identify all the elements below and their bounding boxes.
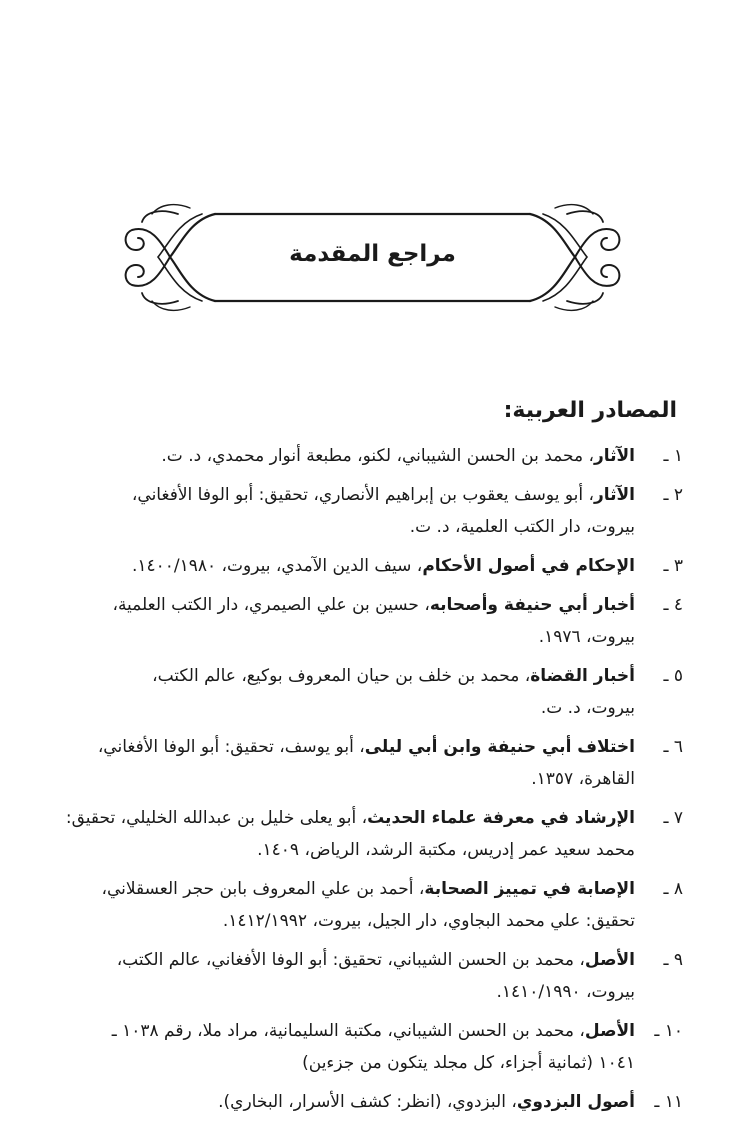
- entry-text: [33, 589, 635, 653]
- entry-text: [33, 1015, 635, 1079]
- entry-details: ، سيف الدين الآمدي، بيروت، ١٤٠٠/١٩٨٠.: [131, 556, 423, 576]
- entry-continuation: بيروت، ١٩٧٦.: [538, 627, 635, 647]
- entry-text: [33, 802, 635, 866]
- entry-title: الإحكام في أصول الأحكام: [422, 556, 635, 576]
- entry-continuation: بيروت، د. ت.: [540, 698, 635, 718]
- entry-continuation: محمد سعيد عمر إدريس، مكتبة الرشد، الرياض، ١٤٠٩.: [257, 840, 635, 860]
- entry-number: ٤ ـ: [663, 595, 683, 615]
- list-item: [33, 731, 683, 795]
- entry-title: الإصابة في تمييز الصحابة: [424, 879, 635, 899]
- entry-number: ١ ـ: [663, 446, 683, 466]
- entry-details: ، حسين بن علي الصيمري، دار الكتب العلمية،: [112, 595, 430, 615]
- list-item: [33, 1086, 683, 1118]
- entry-number: ٧ ـ: [663, 808, 683, 828]
- entry-details: ، البزدوي، (انظر: كشف الأسرار، البخاري).: [218, 1092, 517, 1112]
- entry-title: الأصل: [584, 1021, 635, 1041]
- entry-text: [33, 660, 635, 724]
- entry-title: أصول البزدوي: [516, 1092, 635, 1112]
- entry-title: أخبار أبي حنيفة وأصحابه: [429, 595, 635, 615]
- entry-number: ٦ ـ: [663, 737, 683, 757]
- entry-text: [33, 440, 635, 472]
- entry-number: ٣ ـ: [663, 556, 683, 576]
- entry-details: ، أبو يوسف يعقوب بن إبراهيم الأنصاري، تحقيق: أبو الوفا الأفغاني،: [131, 485, 594, 505]
- list-item: [33, 802, 683, 866]
- entry-text: [33, 731, 635, 795]
- entry-text: [33, 550, 635, 582]
- entry-number: ٨ ـ: [663, 879, 683, 899]
- entry-number: ١١ ـ: [654, 1092, 683, 1112]
- entry-text: [33, 479, 635, 543]
- list-item: [33, 1015, 683, 1079]
- entry-text: [33, 944, 635, 1008]
- list-item: [33, 589, 683, 653]
- entry-number: ٢ ـ: [663, 485, 683, 505]
- entry-title: الإرشاد في معرفة علماء الحديث: [367, 808, 635, 828]
- entry-continuation: القاهرة، ١٣٥٧.: [531, 769, 635, 789]
- entry-continuation: بيروت، دار الكتب العلمية، د. ت.: [409, 517, 635, 537]
- entry-number: ٩ ـ: [663, 950, 683, 970]
- entry-continuation: تحقيق: علي محمد البجاوي، دار الجيل، بيروت، ١٤١٢/١٩٩٢.: [222, 911, 635, 931]
- list-item: [33, 873, 683, 937]
- entry-details: ، أحمد بن علي المعروف بابن حجر العسقلاني،: [101, 879, 425, 899]
- entry-text: [33, 873, 635, 937]
- bibliography-list: [33, 440, 683, 1125]
- list-item: [33, 550, 683, 582]
- entry-title: الأصل: [584, 950, 635, 970]
- entry-details: ، أبو يوسف، تحقيق: أبو الوفا الأفغاني،: [97, 737, 365, 757]
- entry-number: ١٠ ـ: [654, 1021, 683, 1041]
- list-item: [33, 440, 683, 472]
- entry-title: الآثار: [593, 446, 635, 466]
- entry-title: أخبار القضاة: [530, 666, 635, 686]
- entry-details: ، محمد بن الحسن الشيباني، مكتبة السليمانية، مراد ملا، رقم ١٠٣٨ ـ: [111, 1021, 585, 1041]
- entry-number: ٥ ـ: [663, 666, 683, 686]
- entry-continuation: بيروت، ١٤١٠/١٩٩٠.: [496, 982, 635, 1002]
- entry-title: الآثار: [593, 485, 635, 505]
- section-heading: المصادر العربية:: [503, 398, 677, 423]
- entry-details: ، أبو يعلى خليل بن عبدالله الخليلي، تحقيق:: [65, 808, 368, 828]
- entry-details: ، محمد بن خلف بن حيان المعروف بوكيع، عالم الكتب،: [152, 666, 531, 686]
- list-item: [33, 944, 683, 1008]
- entry-details: ، محمد بن الحسن الشيباني، تحقيق: أبو الوفا الأفغاني، عالم الكتب،: [116, 950, 585, 970]
- list-item: [33, 479, 683, 543]
- page-title: مراجع المقدمة: [289, 240, 456, 267]
- list-item: [33, 660, 683, 724]
- entry-text: [33, 1086, 635, 1118]
- entry-details: ، محمد بن الحسن الشيباني، لكنو، مطبعة أنوار محمدي، د. ت.: [161, 446, 594, 466]
- entry-title: اختلاف أبي حنيفة وابن أبي ليلى: [364, 737, 635, 757]
- entry-continuation: ١٠٤١ (ثمانية أجزاء، كل مجلد يتكون من جزءين): [302, 1053, 635, 1073]
